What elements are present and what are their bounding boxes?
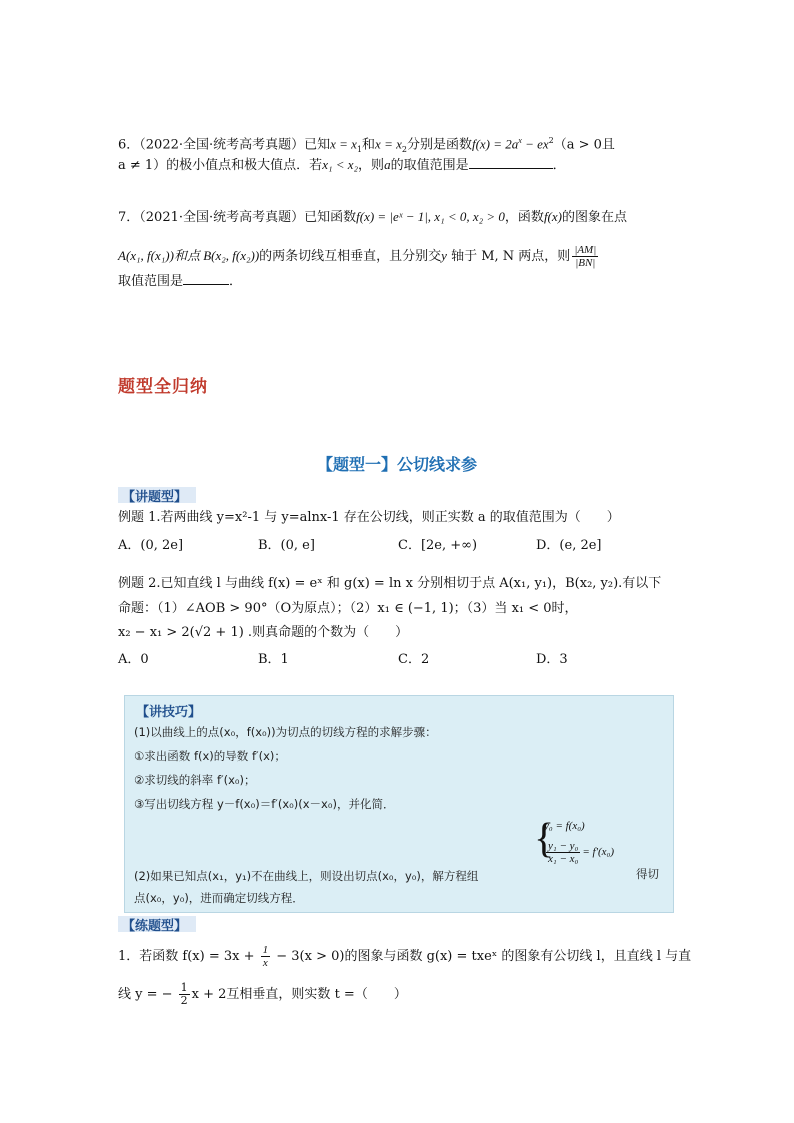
ex2-option-d[interactable]: D．3 [536,652,568,667]
q7-line2d: 轴于 M, N 两点，则 [446,249,571,264]
q7-end: ． [229,274,243,289]
q6-mid2: 分别是函数 [406,137,472,153]
p1-line1: 1．若函数 f(x) = 3x + $\frac{1}{x}$ − 3(x > 0)的图象与函数 g(x) = txeˣ 的图象有公切线 l，且直线 l 与直 [118,944,692,969]
q7-points: A(x₁, f(x₁))和点 B(x₂, f(x₂)) [118,248,260,263]
tip-line-2: ①求出函数 f(x)的导数 f′(x)； [134,749,286,763]
q6-func2: − ex [521,136,549,152]
q6-prefix: 6．（2022·全国·统考高考真题）已知 [118,137,331,153]
q7-ratio: $\frac{|AM|}{|BN|}$ [574,244,597,269]
q7-line3-text: 取值范围是 [118,274,184,289]
q7-answer-blank[interactable] [183,272,229,285]
tips-title: 【讲技巧】 [136,705,202,720]
q7-y: y [441,248,447,263]
q6-line1: 6．（2022·全国·统考高考真题）已知$x = x_1$和$x = x_2$分别是函数$f(x) = 2a^x - ex^2(a > 0$且 [118,136,615,154]
ex2-line1: 例题 2.已知直线 l 与曲线 f(x) = eˣ 和 g(x) = ln x 分别相切于点 A(x₁, y₁)，B(x₂, y₂).有以下 [118,576,662,591]
q6-ineq: x₁ < x₂ [322,157,359,172]
q6-mid1: 和 [362,137,376,153]
section-title: 题型全归纳 [118,377,208,397]
q6-x2: x = x [375,136,402,152]
q7-fx: f(x) [543,209,562,224]
q6-cond: （a > 0且 [553,137,615,153]
q6-x1: x = x [330,136,357,152]
q6-line2: a ≠ 1）的极小值点和极大值点．若x₁ < x₂，则a的取值范围是 ． [118,157,566,173]
q7-line2b: 的两条切线互相垂直，且分别交 [259,249,442,264]
ex1-option-d[interactable]: D．(e, 2e] [536,538,602,553]
tip-line-6: 点(x₀，y₀)，进而确定切线方程． [134,891,304,905]
ex1-option-b[interactable]: B．(0, e] [258,538,315,553]
tip-line-3: ②求切线的斜率 f′(x₀)； [134,773,256,787]
ex1-option-c[interactable]: C．[2e, +∞) [398,538,478,553]
q6-end: ． [552,158,566,173]
ex2-option-c[interactable]: C．2 [398,652,430,667]
ex2-line2: 命题：（1）∠AOB > 90°（O为原点）；（2）x₁ ∈ (−1, 1)；（3）当 x₁ < 0时， [118,601,578,616]
q7-func: f(x) = |eˣ − 1|, x₁ < 0, x₂ > 0 [356,209,505,224]
q6-line2b: ，则 [358,158,385,173]
type-title: 【题型一】公切线求参 [316,455,477,474]
ex1-option-a[interactable]: A．(0, 2e] [118,538,184,553]
q6-func: f(x) = 2a [471,136,519,152]
p1-line2: 线 y = − $\frac{1}{2}$ x + 2互相垂直，则实数 t =（ ） [118,981,407,1007]
q6-line2c: 的取值范围是 [390,158,469,173]
tag-teach: 【讲题型】 [122,490,188,505]
ex2-line3: x₂ − x₁ > 2(√2 + 1) .则真命题的个数为（ ） [118,625,409,640]
q7-prefix: 7．（2021·全国·统考高考真题）已知函数 [118,210,357,225]
ex2-option-a[interactable]: A．0 [118,652,149,667]
ex2-option-b[interactable]: B．1 [258,652,289,667]
tip-line-5b: 得切 [636,867,659,881]
tag-practice: 【练题型】 [122,919,188,934]
q7-line1 [118,208,627,227]
q6-line2a: a ≠ 1）的极小值点和极大值点．若 [118,158,323,173]
ex1-text: 例题 1.若两曲线 y=x²-1 与 y=alnx-1 存在公切线，则正实数 a 的取值范围为（ ） [118,510,620,525]
q7-mid: ，函数 [504,210,544,225]
tip-line-5a: (2)如果已知点(x₁，y₁)不在曲线上，则设出切点(x₀，y₀)，解方程组 [134,869,479,883]
tip-line-4: ③写出切线方程 y－f(x₀)＝f′(x₀)(x－x₀)，并化简． [134,797,395,811]
q7-line2 [118,244,600,269]
q7-line3 [118,272,242,291]
q6-answer-blank[interactable] [469,156,553,169]
q7-tail: 的图象在点 [561,210,627,225]
tip-line-1: (1)以曲线上的点(x₀，f(x₀))为切点的切线方程的求解步骤： [134,725,437,739]
